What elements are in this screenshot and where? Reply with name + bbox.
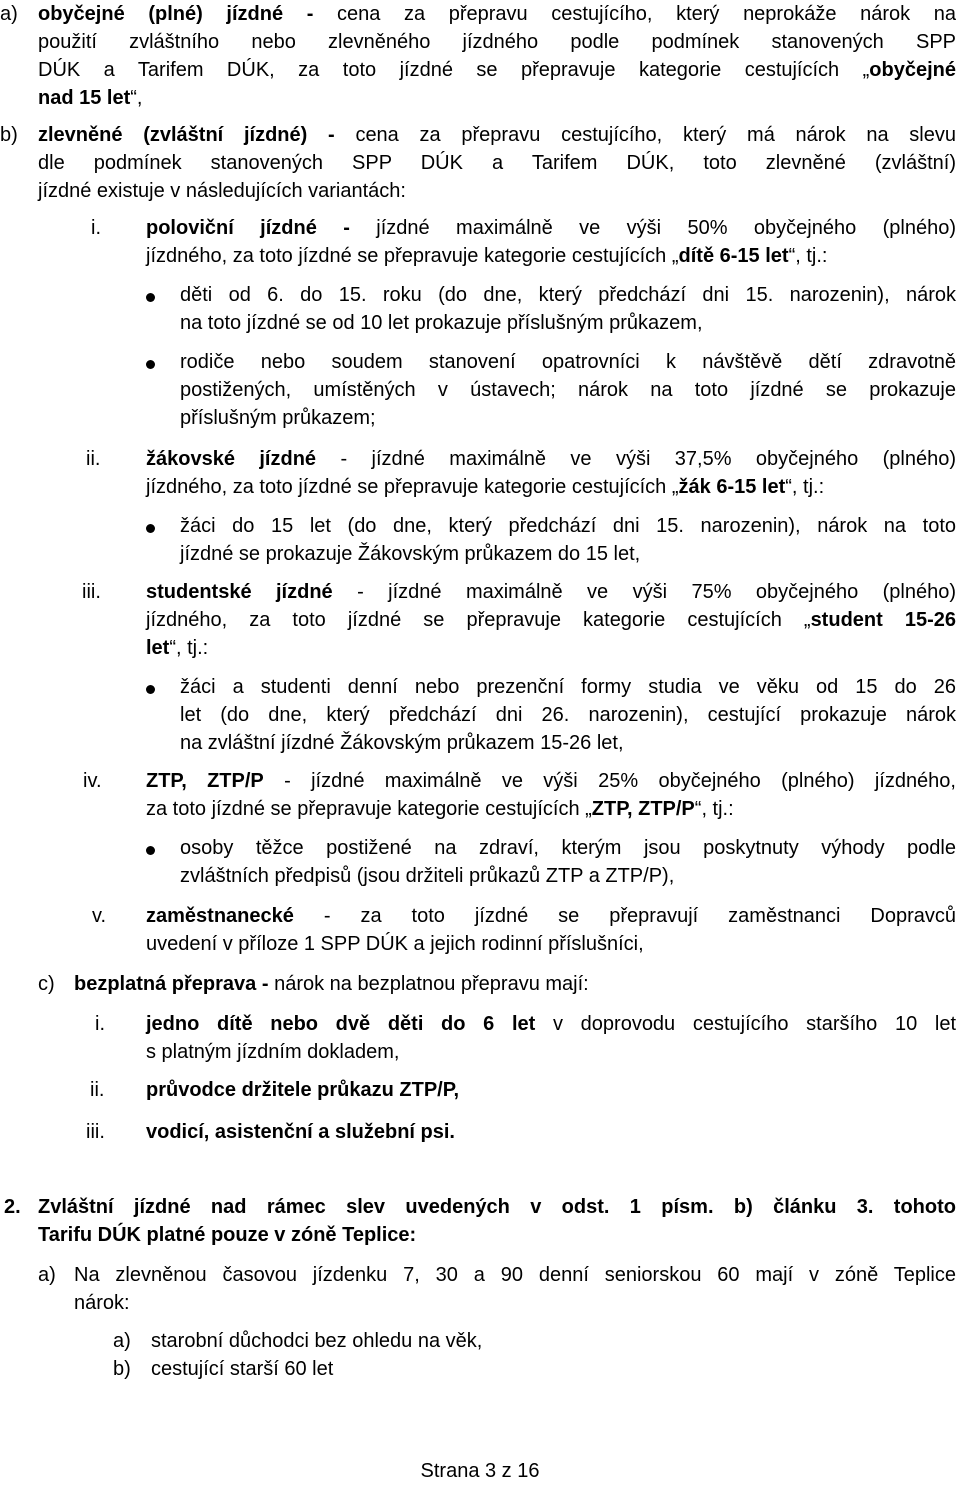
bullet-text: na toto jízdné se od 10 let prokazuje příslušným průkazem, — [180, 312, 703, 334]
bullet — [146, 360, 155, 369]
bullet-text: žáci do 15 let (do dne, který předchází dni 15. narozenin), nárok na toto — [180, 515, 956, 537]
section2-sub-b-text: cestující starší 60 let — [151, 1358, 334, 1380]
item-b-i-marker: i. — [91, 217, 101, 239]
item-a-term: obyčejné (plné) jízdné - — [38, 3, 314, 25]
item-a-line4: nad 15 let“, — [38, 87, 143, 109]
bullet-text: zvláštních předpisů (jsou držiteli průkazů ZTP a ZTP/P), — [180, 865, 675, 887]
item-b-iv-marker: iv. — [83, 770, 102, 792]
item-b-v-marker: v. — [92, 905, 107, 927]
bullet — [146, 293, 155, 302]
section2-sub-a-marker: a) — [113, 1330, 131, 1352]
item-b-line3: jízdné existuje v následujících variantách: — [38, 180, 406, 202]
item-b-line2: dle podmínek stanovených SPP DÚK a Tarifem DÚK, toto zlevněné (zvláštní) — [38, 152, 956, 174]
item-b-line1: zlevněné (zvláštní jízdné) - cena za přepravu cestujícího, který má nárok na slevu — [38, 124, 956, 146]
section2-sub-a-text: starobní důchodci bez ohledu na věk, — [151, 1330, 483, 1352]
item-b-v-line2: uvedení v příloze 1 SPP DÚK a jejich rodinní příslušníci, — [146, 933, 644, 955]
item-b-iv-line2: za toto jízdné se přepravuje kategorie cestujících „ZTP, ZTP/P“, tj.: — [146, 798, 734, 820]
item-c-i-line1: jedno dítě nebo dvě děti do 6 let v doprovodu cestujícího staršího 10 let — [146, 1013, 956, 1035]
item-a-line3: DÚK a Tarifem DÚK, za toto jízdné se přepravuje kategorie cestujících „obyčejné — [38, 59, 956, 81]
item-b-iii-line2: jízdného, za toto jízdné se přepravuje kategorie cestujících „student 15-26 — [146, 609, 956, 631]
item-b-i-line1: poloviční jízdné - jízdné maximálně ve výši 50% obyčejného (plného) — [146, 217, 956, 239]
item-c-i-marker: i. — [95, 1013, 105, 1035]
bullet — [146, 685, 155, 694]
item-b-ii-marker: ii. — [86, 448, 101, 470]
item-b-iii-line3: let“, tj.: — [146, 637, 209, 659]
bullet — [146, 524, 155, 533]
item-c-marker: c) — [38, 973, 55, 995]
bullet-text: na zvláštní jízdné Žákovským průkazem 15-26 let, — [180, 732, 624, 754]
item-c-iii-marker: iii. — [86, 1121, 105, 1143]
item-b-i-line2: jízdného, za toto jízdné se přepravuje kategorie cestujících „dítě 6-15 let“, tj.: — [146, 245, 828, 267]
item-a-marker: a) — [0, 3, 18, 25]
bullet-text: rodiče nebo soudem stanovení opatrovníci k návštěvě dětí zdravotně — [180, 351, 956, 373]
item-a-line1: obyčejné (plné) jízdné - cena za přepravu cestujícího, který neprokáže nárok na — [38, 3, 956, 25]
item-c-iii-text: vodicí, asistenční a služební psi. — [146, 1121, 455, 1143]
item-c-i-line2: s platným jízdním dokladem, — [146, 1041, 400, 1063]
bullet-text: jízdné se prokazuje Žákovským průkazem do 15 let, — [180, 543, 641, 565]
section2-heading-line2: Tarifu DÚK platné pouze v zóně Teplice: — [38, 1224, 417, 1246]
item-c-ii-text: průvodce držitele průkazu ZTP/P, — [146, 1079, 460, 1101]
item-c-line1: bezplatná přeprava - nárok na bezplatnou přepravu mají: — [74, 973, 589, 995]
section2-a-marker: a) — [38, 1264, 56, 1286]
section2-a-line2: nárok: — [74, 1292, 130, 1314]
item-b-term: zlevněné (zvláštní jízdné) - — [38, 124, 335, 146]
section2-sub-b-marker: b) — [113, 1358, 131, 1380]
bullet-text: postižených, umístěných v ústavech; nárok na toto jízdné se prokazuje — [180, 379, 956, 401]
section2-a-line1: Na zlevněnou časovou jízdenku 7, 30 a 90 denní seniorskou 60 mají v zóně Teplice — [74, 1264, 956, 1286]
section2-heading-line1: Zvláštní jízdné nad rámec slev uvedených v odst. 1 písm. b) článku 3. tohoto — [38, 1196, 956, 1218]
item-b-iv-line1: ZTP, ZTP/P - jízdné maximálně ve výši 25% obyčejného (plného) jízdného, — [146, 770, 956, 792]
item-c-ii-marker: ii. — [90, 1079, 105, 1101]
bullet-text: žáci a studenti denní nebo prezenční formy studia ve věku od 15 do 26 — [180, 676, 956, 698]
item-b-v-line1: zaměstnanecké - za toto jízdné se přepravují zaměstnanci Dopravců — [146, 905, 956, 927]
item-b-iii-marker: iii. — [82, 581, 101, 603]
bullet-text: let (do dne, který předchází dni 26. narozenin), cestující prokazuje nárok — [180, 704, 956, 726]
bullet-text: osoby těžce postižené na zdraví, kterým jsou poskytnuty výhody podle — [180, 837, 956, 859]
item-b-marker: b) — [0, 124, 18, 146]
item-b-ii-line2: jízdného, za toto jízdné se přepravuje kategorie cestujících „žák 6-15 let“, tj.: — [146, 476, 825, 498]
item-b-iii-line1: studentské jízdné - jízdné maximálně ve výši 75% obyčejného (plného) — [146, 581, 956, 603]
bullet — [146, 846, 155, 855]
page-number: Strana 3 z 16 — [420, 1460, 540, 1482]
section2-number: 2. — [4, 1196, 21, 1218]
bullet-text: děti od 6. do 15. roku (do dne, který předchází dni 15. narozenin), nárok — [180, 284, 956, 306]
bullet-text: příslušným průkazem; — [180, 407, 376, 429]
item-a-line2: použití zvláštního nebo zlevněného jízdného podle podmínek stanovených SPP — [38, 31, 956, 53]
item-b-ii-line1: žákovské jízdné - jízdné maximálně ve výši 37,5% obyčejného (plného) — [146, 448, 957, 470]
